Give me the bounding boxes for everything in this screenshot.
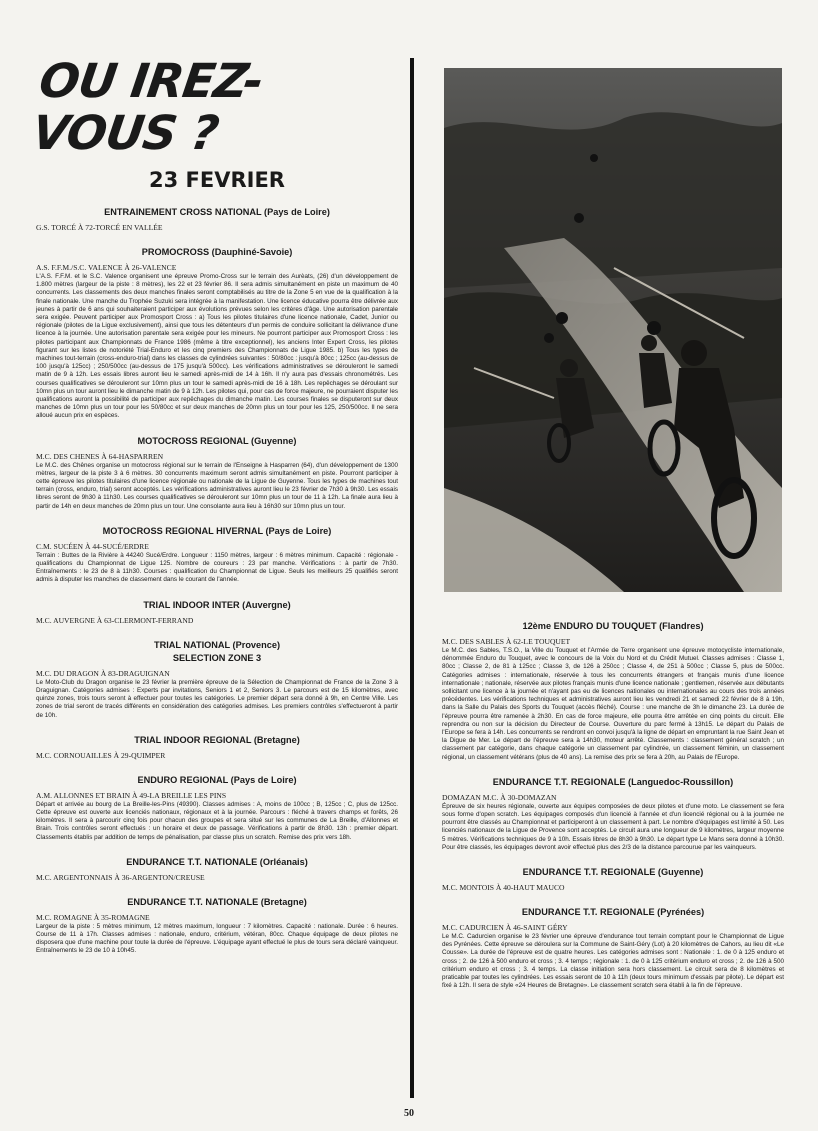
organizer-line: A.M. ALLONNES ET BRAIN À 49-LA BREILLE LES PINS	[36, 790, 227, 800]
event-section	[36, 734, 398, 760]
right-column	[442, 606, 784, 990]
event-section	[36, 206, 398, 232]
section-title: 12ème ENDURO DU TOUQUET (Flandres)	[522, 621, 704, 631]
section-title: TRIAL INDOOR REGIONAL (Bretagne)	[134, 734, 300, 745]
left-column	[28, 54, 398, 956]
organizer-line: M.C. DES CHENES À 64-HASPARREN	[36, 451, 164, 461]
section-title: MOTOCROSS REGIONAL HIVERNAL (Pays de Loire)	[102, 525, 332, 536]
section-body: Terrain : Buttes de la Rivière à 44240 Sucé/Erdre. Longueur : 1150 mètres, largeur : 6 mètres minimum. Capacité : régionale - qualifications du Championnat de Ligue 125. Nombre de coureurs : 23 par manche. Vérifications : à partir de 7h30. Entraînements : le 23 de 8 à 11h30. Courses : qualification du Championnat de Ligue. Seuls les meilleurs 25 qualifiés seront admis à disputer les manches de classement dans le courant de l'année.	[36, 551, 398, 584]
organizer-line: M.C. ARGENTONNAIS À 36-ARGENTON/CREUSE	[36, 872, 205, 882]
section-title: TRIAL INDOOR INTER (Auvergne)	[143, 599, 291, 610]
event-section	[36, 639, 398, 720]
section-title: TRIAL NATIONAL (Provence)	[153, 639, 281, 650]
organizer-line: M.C. AUVERGNE À 63-CLERMONT-FERRAND	[36, 615, 194, 625]
section-title: ENDURANCE T.T. NATIONALE (Bretagne)	[127, 896, 307, 907]
event-section	[36, 246, 398, 421]
section-title: ENDURANCE T.T. REGIONALE (Languedoc-Roussillon)	[492, 776, 734, 787]
section-body: Largeur de la piste : 5 mètres minimum, 12 mètres maximum, longueur : 7 kilomètres. Capacité : nationale. Durée : 6 heures. Course de 11 à 17h. Classes admises : nationale, enduro, critérium, vétéran, 80cc. Chaque équipage de deux pilotes ne disposera que d'une machine pour toute la durée de l'épreuve. L'équipage ayant effectué le plus de tours sera déclaré vainqueur. Entraînements le 23 de 10 à 10h45.	[36, 922, 398, 955]
event-section	[442, 906, 784, 990]
event-section	[442, 776, 784, 852]
motocross-photo-image	[444, 68, 782, 592]
section-title: ENDURO REGIONAL (Pays de Loire)	[137, 774, 297, 785]
organizer-line: C.M. SUCÉEN À 44-SUCÉ/ERDRE	[36, 541, 149, 551]
left-sections	[36, 206, 398, 956]
event-section	[36, 856, 398, 882]
event-section	[36, 599, 398, 625]
organizer-line: A.S. F.F.M./S.C. VALENCE À 26-VALENCE	[36, 263, 177, 272]
event-section	[36, 896, 398, 956]
right-sections	[442, 620, 784, 990]
masthead-title: OU IREZ-VOUS ?	[28, 54, 267, 161]
organizer-line: M.C. CORNOUAILLES À 29-QUIMPER	[36, 750, 166, 760]
section-title: ENDURANCE T.T. REGIONALE (Pyrénées)	[521, 907, 705, 918]
section-title: MOTOCROSS REGIONAL (Guyenne)	[137, 435, 297, 446]
section-title: ENTRAINEMENT CROSS NATIONAL (Pays de Loire)	[104, 207, 330, 217]
organizer-line: M.C. MONTOIS À 40-HAUT MAUCO	[442, 883, 565, 893]
organizer-line: M.C. CADURCIEN À 46-SAINT GÉRY	[442, 923, 568, 933]
event-section	[442, 866, 784, 892]
section-body: Le Moto-Club du Dragon organise le 23 février la première épreuve de la Sélection de Championnat de France de la Zone 3 à Draguignan. Catégories admises : Experts par invitations, Seniors 1 et 2, Seniors 3. Le parcours est de 15 kilomètres, avec quinze zones, trois tours seront à effectuer pour toutes les catégories. Le premier départ sera donné à 9h, en Centre Ville. Les zones de trial seront de tracés différents en considération des catégories admises. Les premiers contrôles s'effectueront à partir de 10h.	[36, 678, 398, 719]
event-section	[36, 525, 398, 585]
organizer-line: M.C. DU DRAGON À 83-DRAGUIGNAN	[36, 668, 170, 678]
organizer-line: G.S. TORCÉ À 72-TORCÉ EN VALLÉE	[36, 223, 163, 232]
organizer-line: M.C. DES SABLES À 62-LE TOUQUET	[442, 637, 571, 646]
section-title: ENDURANCE T.T. NATIONALE (Orléanais)	[126, 856, 308, 867]
section-body: Épreuve de six heures régionale, ouverte aux équipes composées de deux pilotes et d'une moto. Le classement se fera sous forme d'open scratch. Les équipages composés d'un licencié à l'année et d'un licencié régional ou à la journée ne pourront être classés au Championnat et participeront à un classement à part. Le nombre d'équipages est limité à 50. Les licenciés nationaux de la Ligue de Provence sont acceptés. Le circuit aura une longueur de 9 kilomètres, largeur moyenne 5 mètres. Vérifications techniques de 9 à 10h. Essais libres de 8h30 à 9h30. Le départ type Le Mans sera donné à 10h30. Pour être classés, les équipages devront avoir effectué plus des 2/3 de la distance parcourue par les vainqueurs.	[442, 802, 784, 851]
organizer-line: M.C. ROMAGNE À 35-ROMAGNE	[36, 912, 150, 922]
section-body: Le M.C. Cadurcien organise le 23 février une épreuve d'endurance tout terrain comptant pour le Championnat de Ligue des Pyrénées. Cette épreuve se déroulera sur la Commune de Saint-Géry (Lot) à 20 kilomètres de Cahors, au lieu dit «Le Cousse». La durée de l'épreuve est de quatre heures. Les catégories admises sont : Nationale : 1. de 0 à 125 enduro et cross ; 2. de 126 à 500 enduro et cross ; 3. 4 temps ; régionale : 1. de 0 à 125 critérium enduro et cross ; 2. de 126 à 500 critérium enduro et cross ; 3. 4 temps. La classe initiation sera hors classement. Le circuit sera de 8 kilomètres et praticable par toutes les cylindrées. Les essais seront de 10 à 11h (deux tours minimum d'essais par pilote). Le départ est fixé à 12h. Il sera de style «24 Heures de Bretagne». Le classement scratch sera établi à la fin de l'épreuve.	[442, 933, 784, 990]
section-body: Le M.C. des Sables, T.S.O., la Ville du Touquet et l'Armée de Terre organisent une épreuve motocycliste internationale, dénommée Enduro du Touquet, avec le concours de la Voix du Nord et du Crédit Mutuel. Classes admises : Classe 1, 80cc ; Classe 2, de 81 à 125cc ; Classe 3, de 126 à 250cc ; Classe 4, de 251 à 500cc ; Classe 5, plus de 500cc. Catégories admises : internationale, réservée à tous les concurrents étrangers et français munis d'une licence internationale ; nationale, réservée aux pilotes français munis d'une licence nationale ; gentlemen, réservée aux débutants sollicitant une licence à la journée et n'ayant pas eu de licences nationales ou internationales au cours des trois années précédentes. Les vérifications techniques et administratives auront lieu les vendredi 21 et samedi 22 février de 8 à 19h, dans la Salle du Palais des Sports du Touquet (accès fléché). Course : une manche de 3h le dimanche 23. La durée de l'épreuve pourra être ramenée à 2h30. En cas de force majeure, elle pourra être arrêtée en cinq points du circuit. Elle reprendra ou non sur la décision du Directeur de Course. Ouverture du parc fermé à 13h15. Le départ du Palais de l'Europe se fera à 14h. Les concurrents se rendront en convoi jusqu'à la ligne de départ en empruntant la rue Saint Jean et la Digue de Mer. Le départ de l'épreuve sera à 14h30, moteur arrêté. Classements : classement général scratch ; un classement par catégorie, dans chaque catégorie un classement par cylindrée, un classement féminin, un classement régional, un classement vétérans (plus de 40 ans). La remise des prix se fera à 20h, au Palais de l'Europe.	[442, 647, 784, 761]
event-date: 23 FEVRIER	[149, 168, 285, 192]
page-number: 50	[404, 1108, 414, 1119]
section-title: ENDURANCE T.T. REGIONALE (Guyenne)	[522, 867, 704, 878]
section-body: Départ et arrivée au bourg de La Breille-les-Pins (49390). Classes admises : A, moins de 100cc ; B, 125cc ; C, plus de 125cc. Cette épreuve est ouverte aux licenciés nationaux, régionaux et à la journée. Parcours : fléché à travers champs et forêts, 26 kilomètres. Il sera à parcourir cinq fois pour chacun des groupes et sera situé sur les communes de La Breille, d'Allonnes et Brain. Trois contrôles seront effectués : un horaire et deux de passage. Vérifications à partir de 8h30. 13h : premier départ. Classements établis par addition de temps de pénalisation, par classe plus un scratch. Remise des prix vers 18h.	[36, 800, 398, 841]
section-title: PROMOCROSS (Dauphiné-Savoie)	[141, 247, 293, 257]
section-body: Le M.C. des Chênes organise un motocross régional sur le terrain de l'Enseigne à Hasparren (64), d'un développement de 1300 mètres, largeur de la piste 3 à 6 mètres. 30 concurrents maximum seront admis simultanément en piste. Pourront participer à cette épreuve les pilotes titulaires d'une licence régionale ou nationale de la Ligue de Guyenne. Tous les types de machines tout terrain (cross, enduro, trial) seront acceptés. Les vérifications administratives auront lieu le 23 février de 7h30 à 9h30. Les essais libres seront de 9h30 à 11h30. Les courses qualificatives se dérouleront sur 10mn plus un tour de 11 à 12h. La finale aura lieu à partir de 14h en deux manches de 20mn plus un tour. Une consolante aura lieu à 16h30 sur 10mn plus un tour.	[36, 461, 398, 510]
organizer-line: DOMAZAN M.C. À 30-DOMAZAN	[442, 792, 557, 802]
column-divider	[410, 58, 414, 1098]
motocross-photo	[444, 68, 782, 592]
event-section	[36, 435, 398, 511]
section-body: L'A.S. F.F.M. et le S.C. Valence organisent une épreuve Promo-Cross sur le terrain des Aurèats, (26) d'un développement de 1.800 mètres (largeur de la piste : 8 mètres), les 22 et 23 février 86. Il sera admis simultanément en piste un maximum de 40 concurrents. Les classements des deux manches finales seront comptabilisés au titre de la Zone 5 en vue de la qualification à la finale nationale. Une manche du Trophée Suzuki sera intégrée à la manifestation. Une licence éducative pourra être délivrée aux jeunes à partir de 6 ans qui souhaiteraient participer aux évolutions prévues selon les critères d'âge. Une autorisation parentale sera exigée. Peuvent participer aux Promosport Cross : a) Tous les pilotes titulaires d'une licence nationale, Cadet, Junior ou régionale (pilotes de la Ligue exclusivement), ainsi que tous les détenteurs d'un permis de conduire sollicitant la délivrance d'une licence à la journée. Une autorisation parentale sera exigée pour les mineurs. Ne pourront participer aux Promosport Cross : les pilotes participant aux Championnats de France 1986 (même à titre exceptionnel), les anciens Inter Expert Cross, les pilotes figurant sur les listes de notoriété Trial-Enduro et les cinq premiers des Championnats de Ligue 1985. b) Tous les types de machines tout-terrain (cross-enduro-trial) dans les classes de cylindrées suivantes : 50/80cc : jusqu'à 80cc ; 125cc (au-dessus de 100 jusqu'à 125cc) ; 250/500cc (au-dessus de 175 jusqu'à 500cc). Les vérifications administratives se dérouleront le samedi matin de 9 à 12h. Les essais libres auront lieu le samedi après-midi de 14 à 16h. Il n'y aura pas d'essais chronométrés. Les courses qualificatives se dérouleront sur 10mn plus un tour le samedi après-midi de 16 à 18h. Les repêchages se déroulant sur 10mn plus un tour auront lieu le dimanche matin de 9 à 12h. Les pilotes qui, pour cas de force majeure, ne pourraient disputer les qualifications auront la possibilité de participer aux repêchages du dimanche matin. Les courses finales se disputeront sur deux manches de 10mn plus un tour pour les 50/80cc et sur deux manches de 20mn plus un tour pour les 125, 250/500cc. Il ne sera alloué aucun prix en espèces.	[36, 273, 398, 420]
section-subtitle: SELECTION ZONE 3	[172, 652, 262, 663]
event-section	[36, 774, 398, 842]
event-section	[442, 620, 784, 762]
